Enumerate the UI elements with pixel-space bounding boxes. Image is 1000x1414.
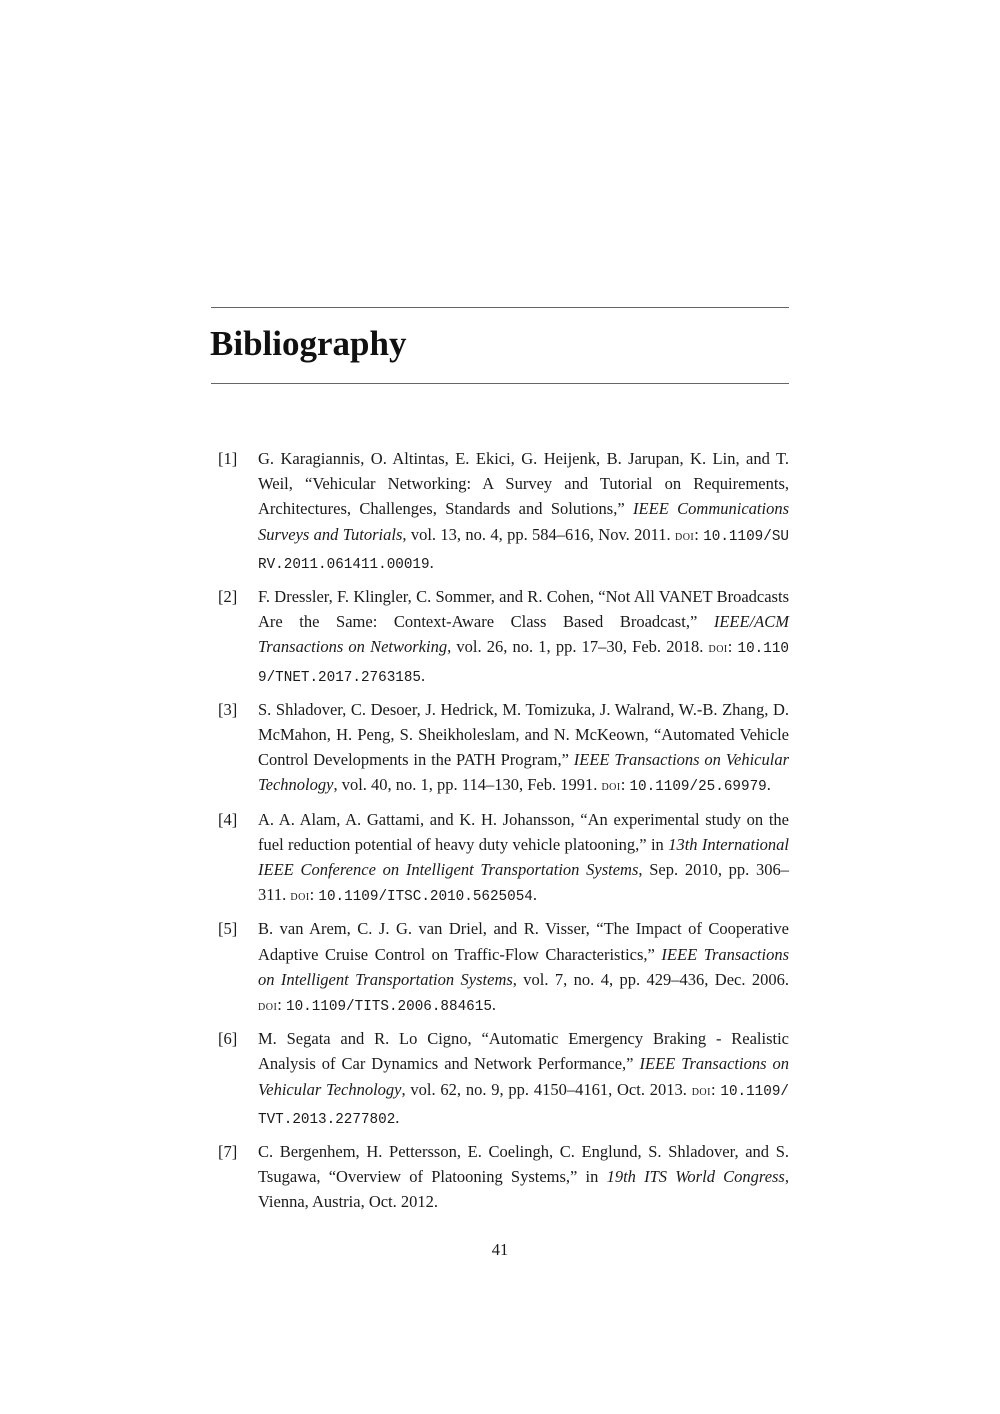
reference-label: [3]	[218, 699, 238, 719]
doi-label: doi	[691, 1083, 711, 1099]
reference-label: [2]	[218, 587, 238, 607]
reference-details: , Vienna, Austria, Oct. 2012.	[258, 1167, 789, 1212]
chapter-bottom-rule	[211, 383, 789, 384]
reference-authors-title: B. van Arem, C. J. G. van Driel, and R. Visser, “The Impact of Cooperative Adaptive Cruise Control on Traffic-Flow Characteristics,”	[258, 919, 789, 964]
reference-details: , vol. 40, no. 1, pp. 114–130, Feb. 1991.	[333, 775, 602, 795]
doi-label: doi	[290, 889, 310, 905]
doi-link[interactable]: 10.1109/ITSC.2010.5625054	[318, 889, 533, 906]
reference-venue: IEEE Transactions on Vehicular Technology	[258, 750, 789, 795]
doi-label: doi	[258, 999, 278, 1015]
reference-text: G. Karagiannis, O. Altintas, E. Ekici, G. Heijenk, B. Jarupan, K. Lin, and T. Weil, “Vehicular Networking: A Survey and Tutorial on Requirements, Architectures, Challenges, Standards and Solutions,” IEEE Communications Surveys and Tutorials, vol. 13, no. 4, pp. 584–616, Nov. 2011. doi: 10.1109/SURV.2011.061411.00019.	[258, 449, 789, 573]
reference-label: [7]	[218, 1142, 238, 1162]
reference-label: [6]	[218, 1029, 238, 1049]
reference-text	[258, 1139, 789, 1215]
reference-text: S. Shladover, C. Desoer, J. Hedrick, M. Tomizuka, J. Walrand, W.-B. Zhang, D. McMahon, H. Peng, S. Sheikholeslam, and N. McKeown, “Automated Vehicle Control Developments in the PATH Program,” IEEE Transactions on Vehicular Technology, vol. 40, no. 1, pp. 114–130, Feb. 1991. doi: 10.1109/25.69979.	[258, 699, 789, 796]
reference-authors-title: F. Dressler, F. Klingler, C. Sommer, and R. Cohen, “Not All VANET Broadcasts Are the Same: Context-Aware Class Based Broadcast,”	[258, 587, 789, 632]
reference-end: .	[766, 775, 771, 795]
reference-venue: IEEE/ACM Transactions on Networking	[258, 612, 789, 657]
reference-venue: IEEE Transactions on Vehicular Technology	[258, 1054, 789, 1099]
reference-details: , vol. 13, no. 4, pp. 584–616, Nov. 2011.	[402, 524, 675, 544]
reference-end: .	[532, 885, 538, 905]
reference-label: [4]	[218, 809, 238, 829]
doi-link[interactable]: 10.1109/TITS.2006.884615	[286, 999, 492, 1016]
reference-end: .	[395, 1107, 400, 1127]
reference-details: , vol. 7, no. 4, pp. 429–436, Dec. 2006.	[512, 969, 789, 989]
reference-entry	[216, 916, 789, 1020]
doi-label: doi	[674, 528, 695, 544]
reference-text: A. A. Alam, A. Gattami, and K. H. Johansson, “An experimental study on the fuel reduction potential of heavy duty vehicle platooning,” in 13th International IEEE Conference on Intelligent Transportation Systems, Sep. 2010, pp. 306–311. doi: 10.1109/ITSC.2010.5625054.	[258, 809, 790, 906]
reference-end: .	[421, 665, 426, 685]
reference-details: , vol. 26, no. 1, pp. 17–30, Feb. 2018.	[447, 637, 709, 657]
doi-link[interactable]: 10.1109/TNET.2017.2763185	[258, 641, 789, 686]
reference-venue: IEEE Transactions on Intelligent Transportation Systems	[258, 944, 789, 989]
reference-details: , vol. 62, no. 9, pp. 4150–4161, Oct. 2013.	[401, 1079, 692, 1099]
reference-authors-title: M. Segata and R. Lo Cigno, “Automatic Emergency Braking - Realistic Analysis of Car Dynamics and Network Performance,”	[258, 1029, 789, 1074]
reference-end: .	[491, 995, 497, 1015]
reference-label: [1]	[218, 449, 238, 468]
reference-authors-title: S. Shladover, C. Desoer, J. Hedrick, M. Tomizuka, J. Walrand, W.-B. Zhang, D. McMahon, H. Peng, S. Sheikholeslam, and N. McKeown, “Automated Vehicle Control Developments in the PATH Program,”	[258, 699, 789, 770]
page-number: 41	[491, 1240, 509, 1259]
reference-end: .	[429, 552, 434, 572]
chapter-title: Bibliography	[210, 324, 407, 363]
reference-entry	[216, 446, 789, 578]
reference-venue: 13th International IEEE Conference on Intelligent Transportation Systems	[258, 834, 789, 880]
reference-label: [5]	[218, 919, 238, 939]
reference-entry	[216, 807, 789, 911]
reference-entry	[216, 1026, 789, 1133]
reference-text: M. Segata and R. Lo Cigno, “Automatic Emergency Braking - Realistic Analysis of Car Dynamics and Network Performance,” IEEE Transactions on Vehicular Technology, vol. 62, no. 9, pp. 4150–4161, Oct. 2013. doi: 10.1109/TVT.2013.2277802.	[258, 1029, 789, 1128]
reference-text: F. Dressler, F. Klingler, C. Sommer, and R. Cohen, “Not All VANET Broadcasts Are the Same: Context-Aware Class Based Broadcast,” IEEE/ACM Transactions on Networking, vol. 26, no. 1, pp. 17–30, Feb. 2018. doi: 10.1109/TNET.2017.2763185.	[258, 587, 789, 686]
reference-details: , Sep. 2010, pp. 306–311.	[258, 860, 790, 905]
reference-entry	[216, 1139, 789, 1215]
reference-authors-title: G. Karagiannis, O. Altintas, E. Ekici, G. Heijenk, B. Jarupan, K. Lin, and T. Weil, “Vehicular Networking: A Survey and Tutorial on Requirements, Architectures, Challenges, Standards and Solutions,”	[258, 449, 789, 519]
reference-entry	[216, 697, 789, 801]
doi-link[interactable]: 10.1109/TVT.2013.2277802	[258, 1083, 789, 1128]
doi-label: doi	[601, 779, 621, 795]
bibliography-list	[216, 446, 789, 1221]
doi-label: doi	[708, 641, 728, 657]
reference-authors-title: C. Bergenhem, H. Pettersson, E. Coelingh, C. Englund, S. Shladover, and S. Tsugawa, “Overview of Platooning Systems,” in	[258, 1142, 789, 1187]
chapter-top-rule	[211, 307, 789, 308]
reference-text: B. van Arem, C. J. G. van Driel, and R. Visser, “The Impact of Cooperative Adaptive Cruise Control on Traffic-Flow Characteristics,” IEEE Transactions on Intelligent Transportation Systems, vol. 7, no. 4, pp. 429–436, Dec. 2006. doi: 10.1109/TITS.2006.884615.	[258, 919, 789, 1016]
doi-link[interactable]: 10.1109/SURV.2011.061411.00019	[258, 528, 789, 573]
reference-venue: IEEE Communications Surveys and Tutorials	[258, 499, 789, 544]
reference-entry	[216, 584, 789, 691]
reference-venue: 19th ITS World Congress	[606, 1167, 785, 1187]
reference-authors-title: A. A. Alam, A. Gattami, and K. H. Johansson, “An experimental study on the fuel reduction potential of heavy duty vehicle platooning,” in	[258, 809, 789, 854]
doi-link[interactable]: 10.1109/25.69979	[629, 779, 767, 796]
